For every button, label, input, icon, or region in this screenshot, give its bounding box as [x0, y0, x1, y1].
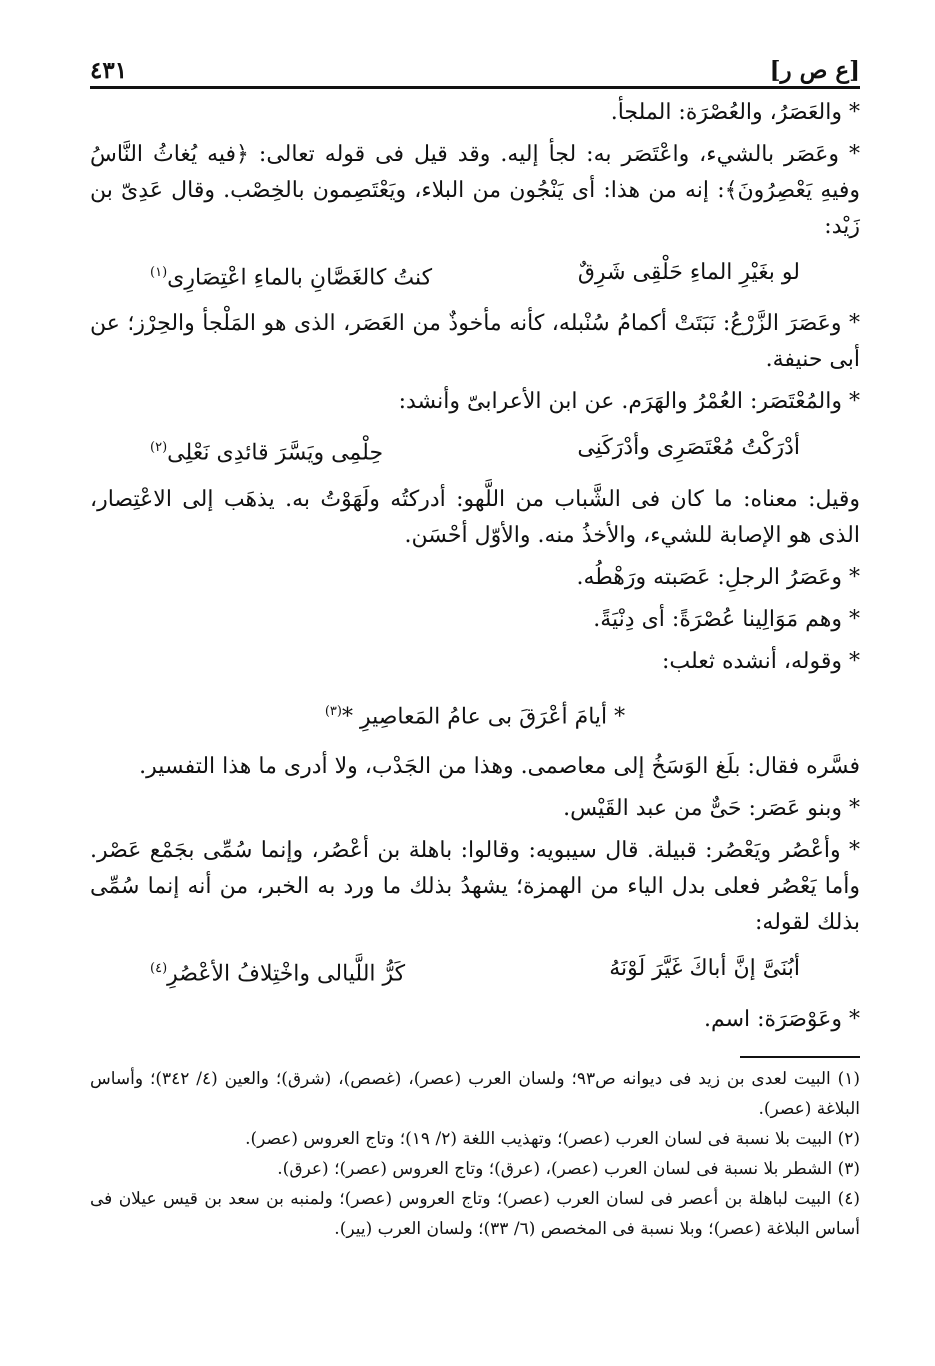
single-verse-line: [90, 694, 860, 735]
verse-first-hemistich: لو بغَيْرِ الماءِ حَلْقِى شَرِقٌ: [577, 260, 800, 285]
footnote-item: (٣) الشطر بلا نسبة فى لسان العرب (عصر)، (عرق)؛ وتاج العروس (عصر)؛ (عرق).: [277, 1159, 860, 1180]
footnote-item: (١) البيت لعدى بن زيد فى ديوانه ص٩٣؛ ولسان العرب (عصر)، (غصص)، (شرق)؛ والعين (٤/ ٣٤٢)؛ وأساس البلاغة (عصر).: [90, 1069, 860, 1120]
footnote-marker: (١): [150, 265, 168, 280]
header-rule: [90, 86, 860, 89]
verse-line: [90, 951, 860, 992]
verse-line: [90, 430, 860, 471]
verse-line: [90, 255, 860, 296]
verse-first-hemistich: أدْرَكْتُ مُعْتَصَرِى وأدْرَكَنِى: [577, 435, 800, 461]
entry-paragraph: * وقوله، أنشده ثعلب:: [661, 648, 860, 674]
verse-text: * أيامَ أعْرَقَ بى عامُ المَعاصِيرِ *: [341, 703, 626, 729]
verse-second-hemistich: كَرُّ اللَّيالى واخْتِلافُ الأعْصُرِ: [167, 961, 406, 987]
entry-paragraph: * وبنو عَصَر: حَىٌّ من عبد القَيْس.: [563, 795, 860, 821]
footnote-item: (٢) البيت بلا نسبة فى لسان العرب (عصر)؛ وتهذيب اللغة (٢/ ١٩)؛ وتاج العروس (عصر).: [245, 1129, 860, 1150]
entry-paragraph: * وعَصَرَ الزَّرْعُ: نَبَتَتْ أكمامُ سُنْبله، كأنه مأخوذٌ من العَصَر، الذى هو المَلْجأ والحِرْز؛ عن أبى حنيفة.: [90, 311, 860, 373]
footnotes: [90, 1064, 860, 1244]
entry-paragraph: فسَّره فقال: بلَغ الوَسَخُ إلى معاصمى. وهذا من الجَدْب، ولا أدرى ما هذا التفسير.: [139, 753, 860, 779]
entry-paragraph: * وعَصَر بالشيء، واعْتَصَر به: لجأ إليه. وقد قيل فى قوله تعالى: ﴿فيه يُغاثُ النَّاسُ وفيهِ يَعْصِرُونَ﴾: إنه من هذا: أى يَنْجُون من البلاء، ويَعْتَصِمون بالخِصْب. وقال عَدِىّ بن زَيْد:: [90, 142, 860, 239]
verse-first-hemistich: أبُنَىَّ إنَّ أباكَ غَيَّرَ لَوْنَهُ: [609, 955, 800, 981]
verse-second-hemistich-wrap: [150, 430, 383, 471]
entry-paragraph: * وعَوْصَرَة: اسم.: [703, 1007, 860, 1033]
footnote-item: (٤) البيت لباهلة بن أعصر فى لسان العرب (عصر)؛ وتاج العروس (عصر)؛ ولمنبه بن سعد بن قيس عيلان فى أساس البلاغة (عصر)؛ وبلا نسبة فى المخصص (٦/ ٣٣)؛ ولسان العرب (يير).: [90, 1189, 860, 1240]
page-number: ٤٣١: [90, 57, 128, 84]
entries-body: [90, 95, 860, 1038]
entry-paragraph: * وأعْصُر ويَعْصُر: قبيلة. قال سيبويه: وقالوا: باهلة بن أعْصُر، وإنما سُمِّى بجَمْع عَصْر. وأما يَعْصُر فعلى بدل الياء من الهمزة؛ يشهدُ بذلك ما ورد به الخبر، من أنه إنما سُمِّى بذلك لقوله:: [90, 837, 860, 935]
footnote-marker: (٢): [150, 440, 168, 456]
verse-second-hemistich-wrap: [150, 951, 405, 992]
entry-paragraph: * والعَصَرُ، والعُصْرَة: الملجأ.: [610, 100, 860, 125]
footnote-marker: (٤): [150, 960, 168, 976]
entry-paragraph: * وهم مَوَالِينا عُصْرَةً: أى دِنْيَةً.: [593, 606, 860, 632]
footnote-marker: (٣): [324, 703, 342, 719]
entry-paragraph: * والمُعْتَصَر: العُمْرُ والهَرَم. عن ابن الأعرابىّ وأنشد:: [398, 389, 860, 415]
root-label: [ع ص ر]: [769, 57, 860, 84]
verse-second-hemistich: حِلْمِى ويَسَّرَ قائدِى نَعْلِى: [167, 440, 384, 466]
dictionary-page: [90, 48, 860, 1244]
footnote-separator: [740, 1056, 860, 1058]
verse-second-hemistich-wrap: [150, 255, 432, 296]
entry-paragraph: وقيل: معناه: ما كان فى الشَّباب من اللَّهو: أدركتُه ولَهَوْتُ به. يذهَب إلى الاعْتِصار، الذى هو الإصابة للشيء، والأخذُ منه. والأوّل أحْسَن.: [90, 486, 860, 548]
page-header: [90, 48, 860, 84]
entry-paragraph: * وعَصَرُ الرجلِ: عَصَبته ورَهْطُه.: [576, 564, 860, 590]
verse-second-hemistich: كنتُ كالغَصَّانِ بالماءِ اعْتِصَارِى: [167, 265, 433, 291]
